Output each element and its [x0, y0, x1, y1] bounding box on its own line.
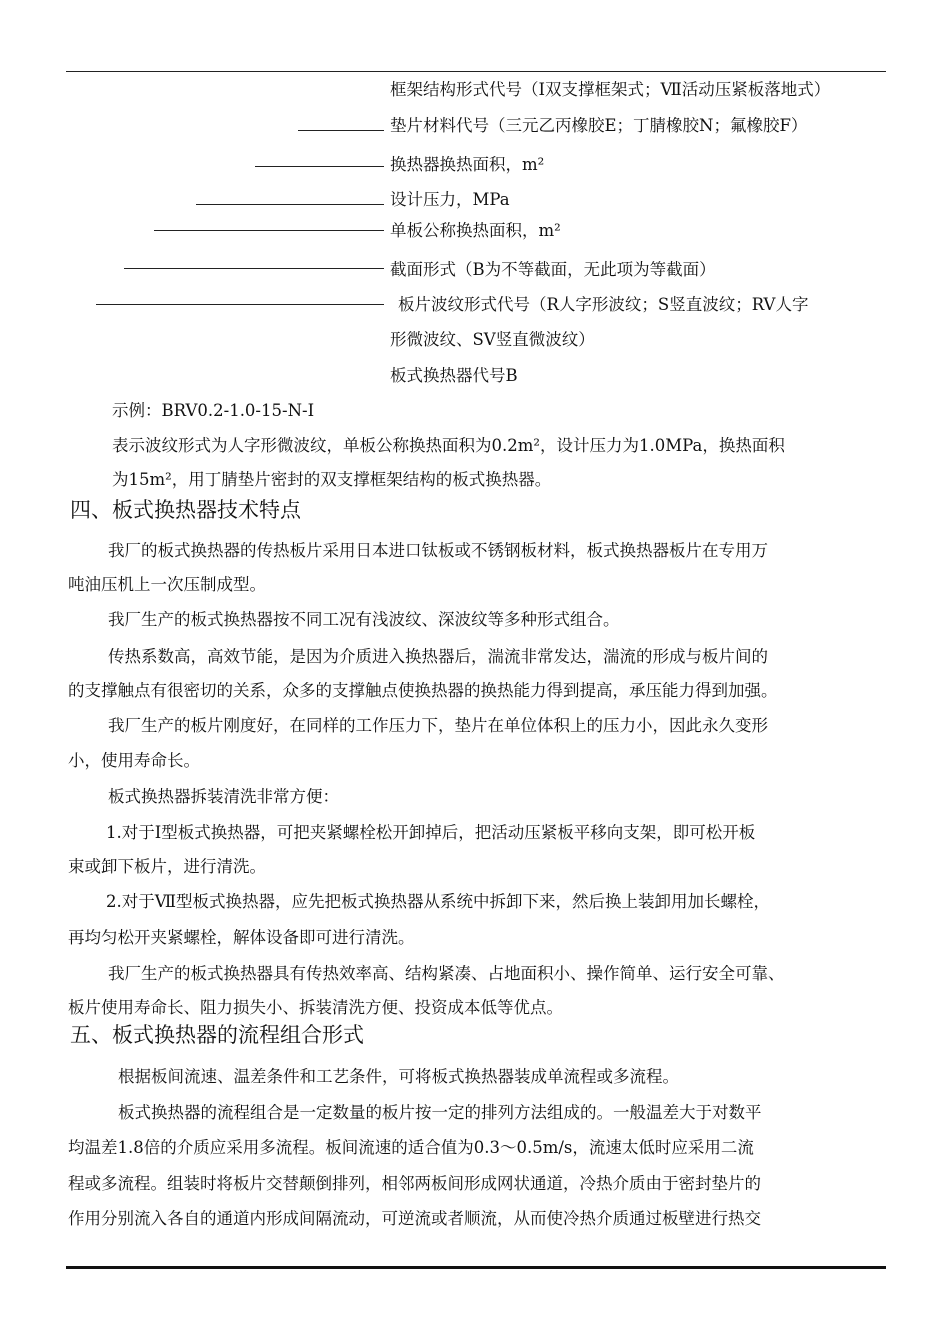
- section-5-heading: 五、板式换热器的流程组合形式: [70, 1023, 364, 1047]
- code-label-corrugation-cont: 形微波纹、SV竖直微波纹）: [390, 330, 595, 349]
- leader-line-pressure: [196, 204, 384, 205]
- example-desc-1: 表示波纹形式为人字形微波纹，单板公称换热面积为0.2m²，设计压力为1.0MPa，换热面积: [112, 436, 785, 455]
- section-4-line: 传热系数高，高效节能，是因为介质进入换热器后，湍流非常发达，湍流的形成与板片间的: [108, 647, 768, 666]
- leader-line-area: [255, 166, 384, 167]
- section-5-line: 板式换热器的流程组合是一定数量的板片按一定的排列方法组成的。一般温差大于对数平: [118, 1103, 762, 1122]
- leader-line-gasket: [298, 130, 384, 131]
- section-5-line: 作用分别流入各自的通道内形成间隔流动，可逆流或者顺流，从而使冷热介质通过板壁进行热交: [68, 1209, 761, 1228]
- code-label-pressure: 设计压力，MPa: [390, 190, 510, 209]
- section-4-line: 板片使用寿命长、阻力损失小、拆装清洗方便、投资成本低等优点。: [68, 998, 563, 1017]
- example-desc-2: 为15m²，用丁腈垫片密封的双支撑框架结构的板式换热器。: [112, 470, 552, 489]
- leader-line-single-plate-area: [154, 230, 384, 231]
- code-label-section: 截面形式（B为不等截面，无此项为等截面）: [390, 260, 716, 279]
- code-label-frame: 框架结构形式代号（Ⅰ双支撑框架式；Ⅶ活动压紧板落地式）: [390, 80, 831, 99]
- leader-line-section: [124, 268, 384, 269]
- section-4-line: 我厂生产的板片刚度好，在同样的工作压力下，垫片在单位体积上的压力小，因此永久变形: [108, 716, 768, 735]
- section-4-line: 我厂生产的板式换热器按不同工况有浅波纹、深波纹等多种形式组合。: [108, 610, 620, 629]
- code-label-product: 板式换热器代号B: [390, 366, 518, 385]
- code-label-gasket: 垫片材料代号（三元乙丙橡胶E；丁腈橡胶N；氟橡胶F）: [390, 116, 808, 135]
- section-4-line: 束或卸下板片，进行清洗。: [68, 857, 266, 876]
- example-code: 示例：BRV0.2-1.0-15-N-Ⅰ: [112, 401, 315, 420]
- section-4-line: 再均匀松开夹紧螺栓，解体设备即可进行清洗。: [68, 928, 415, 947]
- section-5-line: 均温差1.8倍的介质应采用多流程。板间流速的适合值为0.3～0.5m/s，流速太低时应采用二流: [68, 1138, 754, 1157]
- code-label-area: 换热器换热面积，m²: [390, 155, 545, 174]
- leader-line-corrugation: [96, 304, 384, 305]
- section-5-line: 根据板间流速、温差条件和工艺条件，可将板式换热器装成单流程或多流程。: [118, 1067, 679, 1086]
- code-label-corrugation: 板片波纹形式代号（R人字形波纹；S竖直波纹；RV人字: [398, 295, 809, 314]
- section-4-line: 我厂的板式换热器的传热板片采用日本进口钛板或不锈钢板材料，板式换热器板片在专用万: [108, 541, 768, 560]
- code-label-single-plate-area: 单板公称换热面积，m²: [390, 221, 561, 240]
- footer-rule: [66, 1266, 886, 1269]
- section-4-line: 小，使用寿命长。: [68, 751, 200, 770]
- section-4-line: 1.对于Ⅰ型板式换热器，可把夹紧螺栓松开卸掉后，把活动压紧板平移向支架，即可松开板: [106, 823, 756, 842]
- section-4-line: 2.对于Ⅶ型板式换热器，应先把板式换热器从系统中拆卸下来，然后换上装卸用加长螺栓，: [106, 892, 771, 911]
- section-4-line: 吨油压机上一次压制成型。: [68, 575, 266, 594]
- header-rule: [66, 71, 886, 72]
- section-4-line: 的支撑触点有很密切的关系，众多的支撑触点使换热器的换热能力得到提高，承压能力得到加强。: [68, 681, 778, 700]
- section-4-line: 我厂生产的板式换热器具有传热效率高、结构紧凑、占地面积小、操作简单、运行安全可靠、: [108, 964, 785, 983]
- section-4-heading: 四、板式换热器技术特点: [70, 498, 301, 522]
- section-4-line: 板式换热器拆装清洗非常方便：: [108, 787, 339, 806]
- section-5-line: 程或多流程。组装时将板片交替颠倒排列，相邻两板间形成网状通道，冷热介质由于密封垫片的: [68, 1174, 761, 1193]
